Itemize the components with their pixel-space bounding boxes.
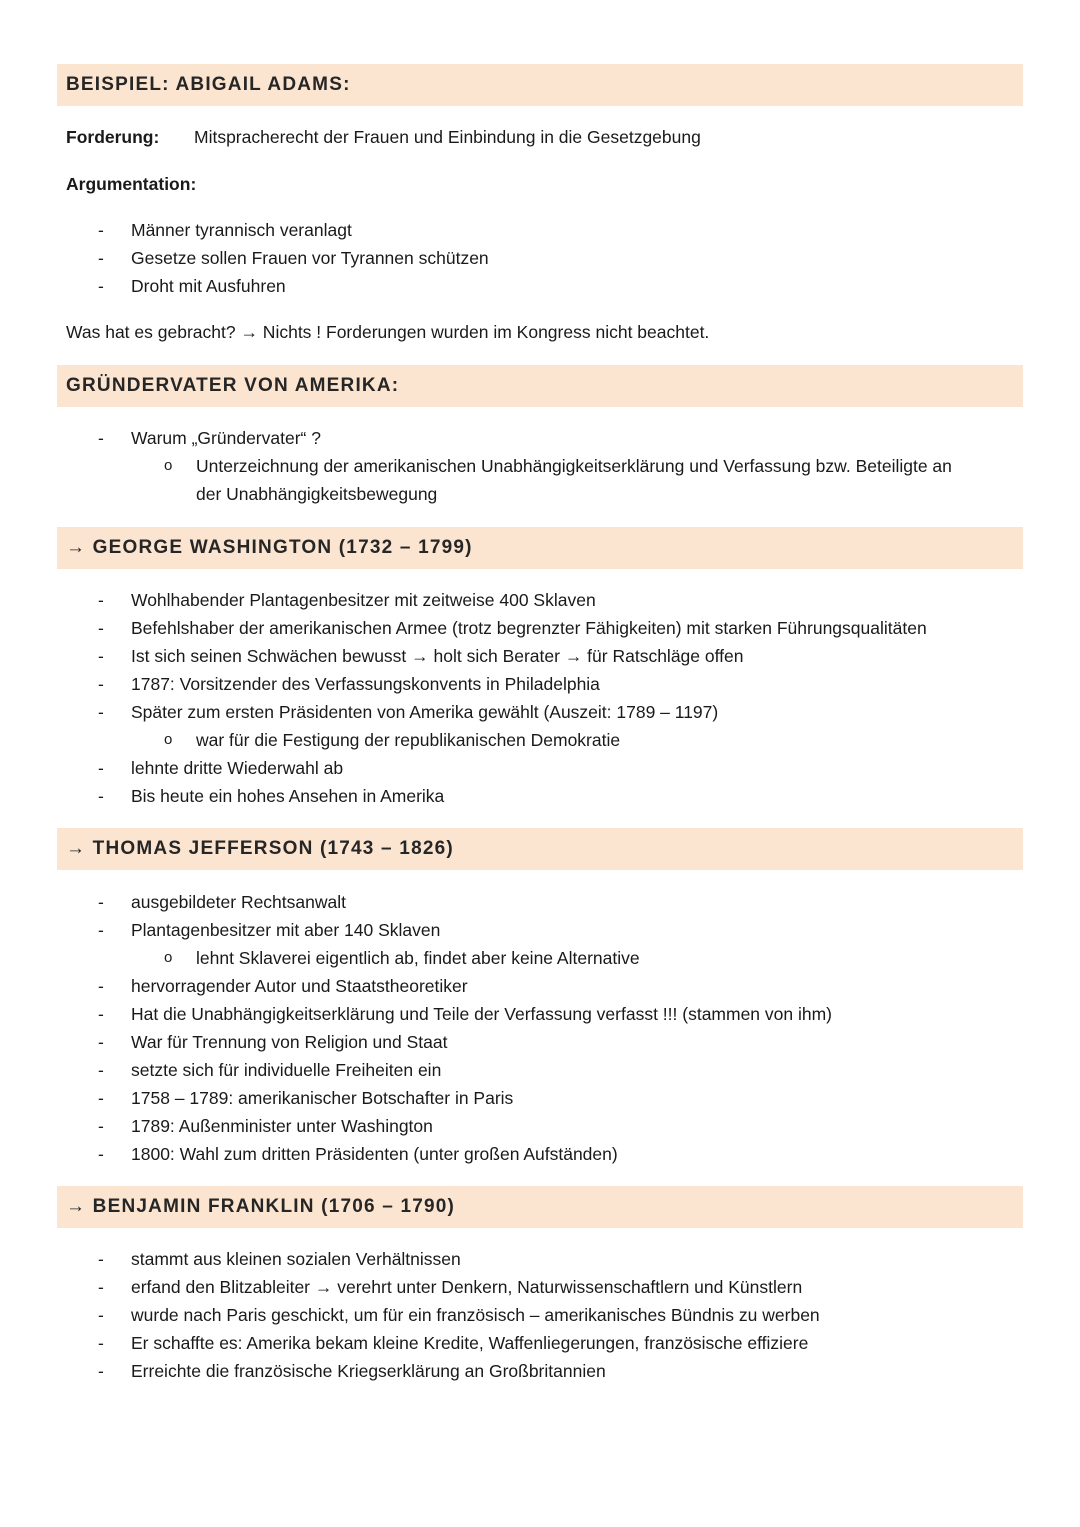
list-dash: - bbox=[98, 220, 104, 240]
section-header-washington: → GEORGE WASHINGTON (1732 – 1799) bbox=[57, 527, 1023, 569]
washington-item: 1787: Vorsitzender des Verfassungskonvents in Philadelphia bbox=[131, 674, 600, 694]
section-header-jefferson: → THOMAS JEFFERSON (1743 – 1826) bbox=[57, 828, 1023, 870]
list-dash: - bbox=[98, 1088, 104, 1108]
forderung-label: Forderung: bbox=[66, 127, 160, 147]
sub-bullet: o bbox=[164, 731, 173, 748]
list-dash: - bbox=[98, 276, 104, 296]
washington-item: Befehlshaber der amerikanischen Armee (trotz begrenzter Fähigkeiten) mit starken Führungsqualitäten bbox=[131, 618, 927, 638]
list-dash: - bbox=[98, 646, 104, 666]
list-dash: - bbox=[98, 1333, 104, 1353]
argument-item: Droht mit Ausfuhren bbox=[131, 276, 286, 296]
argument-item: Männer tyrannisch veranlagt bbox=[131, 220, 352, 240]
franklin-item: erfand den Blitzableiter → verehrt unter Denkern, Naturwissenschaftlern und Künstlern bbox=[131, 1277, 803, 1297]
list-dash: - bbox=[98, 618, 104, 638]
list-dash: - bbox=[98, 1060, 104, 1080]
list-dash: - bbox=[98, 892, 104, 912]
list-dash: - bbox=[98, 786, 104, 806]
jefferson-item: hervorragender Autor und Staatstheoretiker bbox=[131, 976, 468, 996]
list-dash: - bbox=[98, 1144, 104, 1164]
washington-item: Bis heute ein hohes Ansehen in Amerika bbox=[131, 786, 445, 806]
jefferson-item: War für Trennung von Religion und Staat bbox=[131, 1032, 448, 1052]
section-header-founders: GRÜNDERVATER VON AMERIKA: bbox=[57, 365, 1023, 407]
list-dash: - bbox=[98, 1032, 104, 1052]
founders-question: Warum „Gründervater“ ? bbox=[131, 428, 321, 448]
list-dash: - bbox=[98, 758, 104, 778]
jefferson-item: Hat die Unabhängigkeitserklärung und Teile der Verfassung verfasst !!! (stammen von ihm) bbox=[131, 1004, 833, 1024]
argumentation-label: Argumentation: bbox=[66, 174, 197, 194]
list-dash: - bbox=[98, 674, 104, 694]
founders-answer-line1: Unterzeichnung der amerikanischen Unabhängigkeitserklärung und Verfassung bzw. Beteiligte an bbox=[196, 456, 952, 476]
washington-item: Ist sich seinen Schwächen bewusst → holt sich Berater → für Ratschläge offen bbox=[131, 646, 744, 666]
list-dash: - bbox=[98, 1361, 104, 1381]
jefferson-item: ausgebildeter Rechtsanwalt bbox=[131, 892, 346, 912]
list-dash: - bbox=[98, 1249, 104, 1269]
jefferson-item: 1758 – 1789: amerikanischer Botschafter in Paris bbox=[131, 1088, 514, 1108]
washington-sub-item: war für die Festigung der republikanischen Demokratie bbox=[196, 730, 621, 750]
list-dash: - bbox=[98, 248, 104, 268]
list-dash: - bbox=[98, 976, 104, 996]
jefferson-item: setzte sich für individuelle Freiheiten ein bbox=[131, 1060, 442, 1080]
jefferson-sub-item: lehnt Sklaverei eigentlich ab, findet aber keine Alternative bbox=[196, 948, 640, 968]
washington-item: Später zum ersten Präsidenten von Amerika gewählt (Auszeit: 1789 – 1197) bbox=[131, 702, 719, 722]
franklin-item: Erreichte die französische Kriegserklärung an Großbritannien bbox=[131, 1361, 606, 1381]
section-header-franklin: → BENJAMIN FRANKLIN (1706 – 1790) bbox=[57, 1186, 1023, 1228]
washington-item: Wohlhabender Plantagenbesitzer mit zeitweise 400 Sklaven bbox=[131, 590, 596, 610]
list-dash: - bbox=[98, 1116, 104, 1136]
forderung-text: Mitspracherecht der Frauen und Einbindung in die Gesetzgebung bbox=[194, 127, 701, 147]
list-dash: - bbox=[98, 428, 104, 448]
list-dash: - bbox=[98, 1004, 104, 1024]
list-dash: - bbox=[98, 1305, 104, 1325]
jefferson-item: 1789: Außenminister unter Washington bbox=[131, 1116, 433, 1136]
list-dash: - bbox=[98, 702, 104, 722]
result-text: Was hat es gebracht? → Nichts ! Forderungen wurden im Kongress nicht beachtet. bbox=[66, 322, 710, 342]
franklin-item: wurde nach Paris geschickt, um für ein französisch – amerikanisches Bündnis zu werben bbox=[131, 1305, 820, 1325]
franklin-item: Er schaffte es: Amerika bekam kleine Kredite, Waffenliegerungen, französische effiziere bbox=[131, 1333, 809, 1353]
section-header-abigail-adams: BEISPIEL: ABIGAIL ADAMS: bbox=[57, 64, 1023, 106]
list-dash: - bbox=[98, 920, 104, 940]
jefferson-item: 1800: Wahl zum dritten Präsidenten (unter großen Aufständen) bbox=[131, 1144, 618, 1164]
franklin-item: stammt aus kleinen sozialen Verhältnissen bbox=[131, 1249, 461, 1269]
sub-bullet: o bbox=[164, 457, 173, 474]
washington-item: lehnte dritte Wiederwahl ab bbox=[131, 758, 344, 778]
argument-item: Gesetze sollen Frauen vor Tyrannen schützen bbox=[131, 248, 489, 268]
list-dash: - bbox=[98, 590, 104, 610]
founders-answer-line2: der Unabhängigkeitsbewegung bbox=[196, 484, 438, 504]
list-dash: - bbox=[98, 1277, 104, 1297]
sub-bullet: o bbox=[164, 949, 173, 966]
jefferson-item: Plantagenbesitzer mit aber 140 Sklaven bbox=[131, 920, 441, 940]
